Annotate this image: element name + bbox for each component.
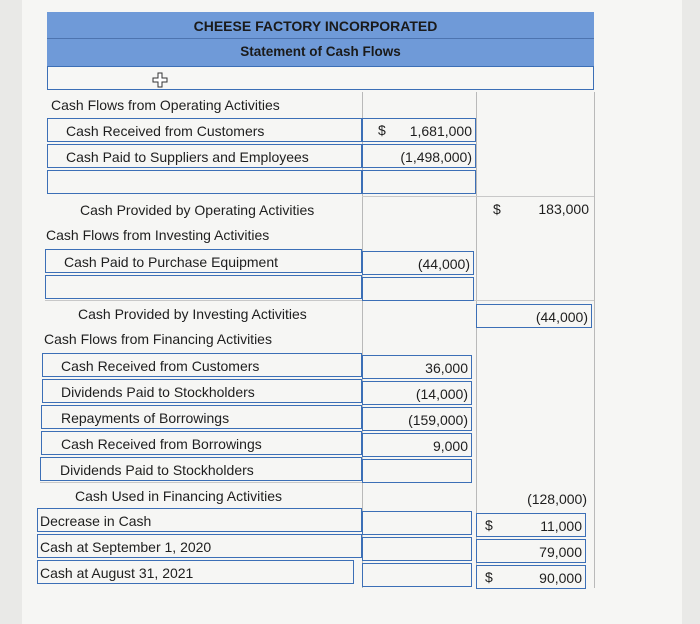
aug-cash-value[interactable]: 90,000: [476, 565, 586, 589]
header-band: [47, 12, 594, 66]
fin-dividends-label[interactable]: Dividends Paid to Stockholders: [42, 379, 362, 403]
inv-blank-value-cell[interactable]: [362, 277, 474, 301]
op-provided-value[interactable]: 183,000: [538, 201, 589, 217]
op-provided-dollar: $: [493, 201, 501, 217]
inv-equipment-label[interactable]: Cash Paid to Purchase Equipment: [45, 249, 362, 273]
op-cash-received-value[interactable]: 1,681,000: [362, 118, 476, 142]
statement-title: Statement of Cash Flows: [240, 44, 401, 59]
op-cash-received-label[interactable]: Cash Received from Customers: [47, 118, 362, 142]
op-blank-value-cell[interactable]: [362, 170, 476, 194]
fin-used-label: Cash Used in Financing Activities: [75, 488, 282, 504]
blank-selected-row[interactable]: [47, 66, 594, 90]
operating-heading: Cash Flows from Operating Activities: [51, 97, 280, 113]
investing-heading: Cash Flows from Investing Activities: [46, 227, 270, 243]
decrease-blank-cell[interactable]: [362, 511, 472, 535]
grid-row-line: [45, 300, 362, 301]
fin-cash-received-label[interactable]: Cash Received from Customers: [42, 353, 362, 377]
op-blank-cell[interactable]: [47, 170, 362, 194]
fin-used-value[interactable]: (128,000): [527, 491, 587, 507]
op-cash-paid-label[interactable]: Cash Paid to Suppliers and Employees: [47, 144, 362, 168]
fin-repayments-value[interactable]: (159,000): [362, 407, 472, 431]
fin-cash-received-value[interactable]: 36,000: [362, 355, 472, 379]
company-title: CHEESE FACTORY INCORPORATED: [193, 18, 438, 34]
sept-cash-value[interactable]: 79,000: [476, 539, 586, 563]
fin-dividends-value[interactable]: (14,000): [362, 381, 472, 405]
grid-column-line: [594, 92, 595, 588]
sept-blank-cell[interactable]: [362, 537, 472, 561]
aug-cash-label[interactable]: Cash at August 31, 2021: [37, 560, 354, 584]
fin-dividends2-value-cell[interactable]: [362, 459, 472, 483]
inv-provided-label: Cash Provided by Investing Activities: [78, 306, 307, 322]
decrease-value[interactable]: 11,000: [476, 513, 586, 537]
inv-provided-value[interactable]: (44,000): [476, 304, 592, 328]
fin-repayments-label[interactable]: Repayments of Borrowings: [41, 405, 362, 429]
op-cash-paid-value[interactable]: (1,498,000): [362, 144, 476, 168]
op-received-dollar: $: [378, 122, 386, 138]
grid-row-line: [40, 482, 362, 483]
inv-equipment-value[interactable]: (44,000): [362, 251, 474, 275]
fin-dividends2-label[interactable]: Dividends Paid to Stockholders: [40, 457, 362, 481]
op-provided-label: Cash Provided by Operating Activities: [80, 202, 315, 218]
inv-blank-cell[interactable]: [45, 275, 362, 299]
sept-cash-label[interactable]: Cash at September 1, 2020: [37, 534, 362, 558]
fin-borrowings-label[interactable]: Cash Received from Borrowings: [41, 431, 362, 455]
fin-borrowings-value[interactable]: 9,000: [362, 433, 472, 457]
aug-blank-cell[interactable]: [362, 563, 472, 587]
aug-dollar: $: [485, 569, 493, 585]
decrease-label[interactable]: Decrease in Cash: [37, 508, 362, 532]
financing-heading: Cash Flows from Financing Activities: [44, 331, 272, 347]
decrease-dollar: $: [485, 517, 493, 533]
cell-cursor-icon: [152, 72, 168, 88]
